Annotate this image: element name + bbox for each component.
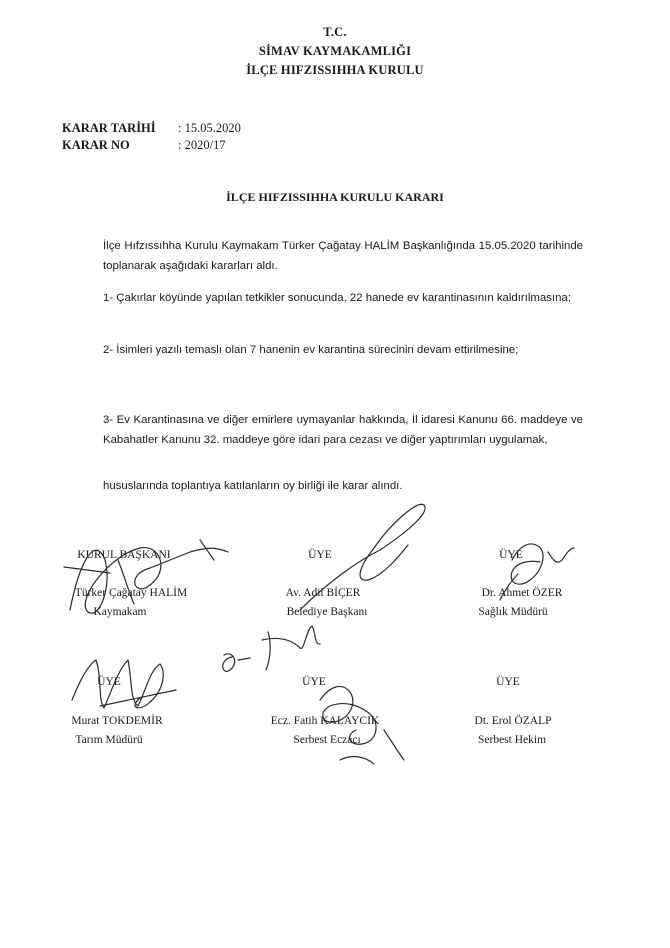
signatory-title: Sağlık Müdürü <box>478 606 548 618</box>
signatory-name: Murat TOKDEMİR <box>71 715 163 727</box>
signatory-title: Serbest Hekim <box>477 734 547 746</box>
signature-mark <box>100 690 176 706</box>
signatory-title: Belediye Başkanı <box>286 606 368 618</box>
signatory-name: Ecz. Fatih KALAYCIK <box>270 715 380 727</box>
header-committee: İLÇE HIFZISSIHHA KURULU <box>246 63 424 77</box>
decision-date-value: : 15.05.2020 <box>178 121 241 135</box>
signatory-name: Av. Adil BİÇER <box>285 587 361 599</box>
signatory-role: ÜYE <box>97 676 121 688</box>
signatory-title: Kaymakam <box>93 606 147 618</box>
header-tc: T.C. <box>323 25 347 39</box>
decision-item-3: 3- Ev Karantinasına ve diğer emirlere uymayanlar hakkında, İl idaresi Kanunu 66. maddeye ve Kabahatler Kanunu 32. maddeye göre idari para cezası ve diğer yaptırımları uygulamak, <box>103 414 583 446</box>
intro-paragraph: İlçe Hıfzıssıhha Kurulu Kaymakam Türker Çağatay HALİM Başkanlığında 15.05.2020 tarihinde toplanarak aşağıdaki kararları aldı. <box>103 240 583 272</box>
signatory-name: Türker Çağatay HALİM <box>74 587 188 599</box>
signature-mark <box>223 654 250 672</box>
signatory-title: Tarım Müdürü <box>75 734 143 746</box>
closing-paragraph: hususlarında toplantıya katılanların oy birliği ile karar alındı. <box>103 480 403 492</box>
decision-date-label: KARAR TARİHİ <box>62 121 156 135</box>
decision-item-2: 2- İsimleri yazılı temaslı olan 7 hanenin ev karantina sürecinin devam ettirilmesine; <box>103 344 519 356</box>
signatory-role: ÜYE <box>496 676 520 688</box>
decision-no-value: : 2020/17 <box>178 138 226 152</box>
decision-item-1: 1- Çakırlar köyünde yapılan tetkikler sonucunda, 22 hanede ev karantinasının kaldırılmasına; <box>103 292 571 304</box>
document-title: İLÇE HIFZISSIHHA KURULU KARARI <box>226 190 444 204</box>
header-institution: SİMAV KAYMAKAMLIĞI <box>258 44 412 58</box>
signatory-name: Dt. Erol ÖZALP <box>474 715 552 727</box>
signatory-role: ÜYE <box>302 676 326 688</box>
signatory-title: Serbest Eczacı <box>293 734 361 746</box>
signatory-role: KURUL BAŞKANI <box>77 549 171 561</box>
signature-mark <box>262 626 320 670</box>
signatory-role: ÜYE <box>499 549 523 561</box>
decision-no-label: KARAR NO <box>62 138 130 152</box>
signatory-name: Dr. Ahmet ÖZER <box>481 587 563 599</box>
signatory-role: ÜYE <box>308 549 332 561</box>
